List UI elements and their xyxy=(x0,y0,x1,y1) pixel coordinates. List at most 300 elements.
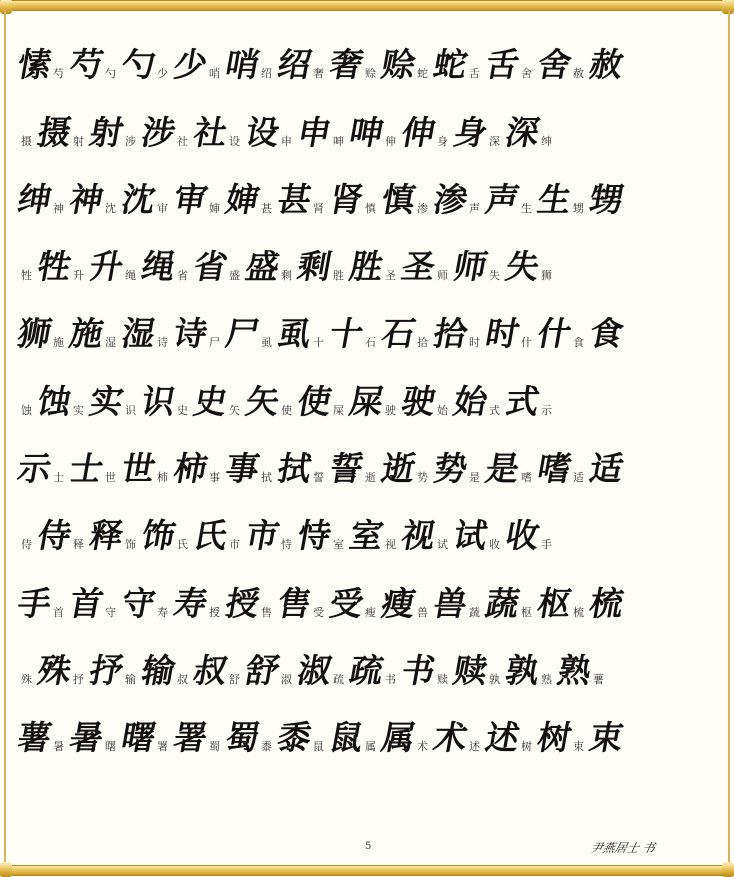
cursive-glyph: 枢 xyxy=(534,583,574,623)
character-cell xyxy=(222,45,278,85)
character-label: 始 xyxy=(437,403,448,417)
character-label: 狮 xyxy=(541,269,552,283)
character-label: 屎 xyxy=(333,403,344,417)
character-label: 书 xyxy=(385,672,396,686)
character-row xyxy=(14,562,716,629)
cursive-glyph: 申 xyxy=(294,112,334,152)
character-label: 射 xyxy=(73,134,84,148)
character-label: 释 xyxy=(73,538,84,552)
character-cell xyxy=(170,179,226,219)
character-label: 驶 xyxy=(385,403,396,417)
cursive-glyph: 蜀 xyxy=(222,718,262,758)
cursive-glyph: 殊 xyxy=(34,650,74,690)
cursive-glyph: 赦 xyxy=(586,45,626,85)
cursive-glyph: 十 xyxy=(326,314,366,354)
character-label: 视 xyxy=(385,538,396,552)
character-cell xyxy=(502,516,558,556)
character-cell xyxy=(346,381,402,421)
cursive-glyph: 士 xyxy=(66,449,106,489)
character-cell xyxy=(482,583,538,623)
cursive-glyph: 柿 xyxy=(170,449,210,489)
character-cell xyxy=(170,583,226,623)
character-cell xyxy=(294,247,350,287)
character-cell xyxy=(274,314,330,354)
character-label: 身 xyxy=(437,134,448,148)
cursive-glyph: 市 xyxy=(242,516,282,556)
character-label: 熟 xyxy=(541,672,552,686)
cursive-glyph: 虱 xyxy=(274,314,314,354)
page-border-left xyxy=(4,10,6,866)
cursive-glyph: 胜 xyxy=(346,247,386,287)
character-cell xyxy=(242,650,298,690)
cursive-glyph: 属 xyxy=(378,718,418,758)
cursive-glyph: 史 xyxy=(190,381,230,421)
cursive-glyph: 婶 xyxy=(222,179,262,219)
character-label: 舌 xyxy=(469,67,480,81)
character-label: 式 xyxy=(489,403,500,417)
cursive-glyph: 瘦 xyxy=(378,583,418,623)
character-cell xyxy=(398,381,454,421)
cursive-glyph: 施 xyxy=(66,314,106,354)
character-cell xyxy=(86,247,142,287)
character-label: 嗜 xyxy=(521,471,532,485)
character-label: 暑 xyxy=(53,740,64,754)
cursive-glyph: 署 xyxy=(170,718,210,758)
cursive-glyph: 蔬 xyxy=(482,583,522,623)
character-label: 哨 xyxy=(209,67,220,81)
cursive-glyph: 是 xyxy=(482,449,522,489)
cursive-glyph: 尸 xyxy=(222,314,262,354)
character-label: 神 xyxy=(53,201,64,215)
cursive-glyph: 生 xyxy=(534,179,574,219)
character-label: 牲 xyxy=(21,269,32,283)
character-cell xyxy=(586,583,626,623)
character-cell xyxy=(430,179,486,219)
character-label: 涉 xyxy=(125,134,136,148)
cursive-glyph: 沈 xyxy=(118,179,158,219)
cursive-glyph: 手 xyxy=(14,583,54,623)
character-label: 术 xyxy=(417,740,428,754)
cursive-glyph: 驶 xyxy=(398,381,438,421)
cursive-glyph: 淑 xyxy=(294,650,334,690)
character-cell xyxy=(86,381,142,421)
character-cell xyxy=(378,583,434,623)
cursive-glyph: 师 xyxy=(450,247,490,287)
character-label: 剩 xyxy=(281,269,292,283)
character-cell xyxy=(14,449,70,489)
cursive-glyph: 熟 xyxy=(554,650,594,690)
character-label: 时 xyxy=(469,336,480,350)
character-label: 社 xyxy=(177,134,188,148)
cursive-glyph: 授 xyxy=(222,583,262,623)
character-cell xyxy=(398,247,454,287)
cursive-glyph: 试 xyxy=(450,516,490,556)
character-cell xyxy=(326,179,382,219)
character-label: 生 xyxy=(521,201,532,215)
cursive-glyph: 黍 xyxy=(274,718,314,758)
scroll-bottom-rod xyxy=(0,865,734,876)
character-cell xyxy=(534,45,590,85)
character-label: 束 xyxy=(573,740,584,754)
character-label: 属 xyxy=(365,740,376,754)
cursive-glyph: 什 xyxy=(534,314,574,354)
character-label: 诗 xyxy=(157,336,168,350)
character-cell xyxy=(378,179,434,219)
cursive-glyph: 恃 xyxy=(294,516,334,556)
cursive-glyph: 输 xyxy=(138,650,178,690)
character-label: 赦 xyxy=(573,67,584,81)
character-cell xyxy=(118,449,174,489)
cursive-glyph: 世 xyxy=(118,449,158,489)
character-cell xyxy=(482,45,538,85)
cursive-glyph: 事 xyxy=(222,449,262,489)
cursive-glyph: 始 xyxy=(450,381,490,421)
cursive-glyph: 圣 xyxy=(398,247,438,287)
character-cell xyxy=(378,718,434,758)
character-cell xyxy=(326,718,382,758)
cursive-glyph: 束 xyxy=(586,718,626,758)
cursive-glyph: 矢 xyxy=(242,381,282,421)
character-cell xyxy=(138,112,194,152)
cursive-glyph: 氏 xyxy=(190,516,230,556)
character-label: 逝 xyxy=(365,471,376,485)
character-cell xyxy=(138,247,194,287)
character-cell xyxy=(378,314,434,354)
character-cell xyxy=(586,718,626,758)
character-cell xyxy=(66,449,122,489)
character-cell xyxy=(346,516,402,556)
character-label: 抒 xyxy=(73,672,84,686)
character-row xyxy=(14,697,716,764)
character-cell xyxy=(14,179,70,219)
character-cell xyxy=(294,112,350,152)
cursive-glyph: 室 xyxy=(346,516,386,556)
character-row xyxy=(18,226,716,293)
character-cell xyxy=(190,112,246,152)
character-cell xyxy=(170,449,226,489)
character-label: 孰 xyxy=(489,672,500,686)
cursive-glyph: 赎 xyxy=(450,650,490,690)
character-cell xyxy=(170,718,226,758)
character-label: 蛇 xyxy=(417,67,428,81)
character-label: 事 xyxy=(209,471,220,485)
character-cell xyxy=(430,314,486,354)
character-cell xyxy=(138,381,194,421)
character-cell xyxy=(34,381,90,421)
cursive-glyph: 愫 xyxy=(14,45,54,85)
character-cell xyxy=(86,516,142,556)
cursive-glyph: 石 xyxy=(378,314,418,354)
character-cell xyxy=(534,179,590,219)
character-label: 甥 xyxy=(573,201,584,215)
character-cell xyxy=(294,381,350,421)
character-cell xyxy=(190,650,246,690)
character-label: 少 xyxy=(157,67,168,81)
character-label: 示 xyxy=(541,403,552,417)
character-label: 售 xyxy=(261,605,272,619)
cursive-glyph: 使 xyxy=(294,381,334,421)
cursive-glyph: 抒 xyxy=(86,650,126,690)
character-label: 恃 xyxy=(281,538,292,552)
character-cell xyxy=(242,516,298,556)
cursive-glyph: 暑 xyxy=(66,718,106,758)
character-label: 鼠 xyxy=(313,740,324,754)
page-border-right xyxy=(728,10,730,866)
character-cell xyxy=(482,179,538,219)
character-cell xyxy=(118,179,174,219)
character-cell xyxy=(190,381,246,421)
cursive-glyph: 声 xyxy=(482,179,522,219)
character-label: 圣 xyxy=(385,269,396,283)
character-label: 失 xyxy=(489,269,500,283)
character-label: 胜 xyxy=(333,269,344,283)
cursive-glyph: 视 xyxy=(398,516,438,556)
character-label: 食 xyxy=(573,336,584,350)
cursive-glyph: 摄 xyxy=(34,112,74,152)
character-label: 市 xyxy=(229,538,240,552)
character-cell xyxy=(222,314,278,354)
character-row xyxy=(14,159,716,226)
cursive-glyph: 侍 xyxy=(34,516,74,556)
cursive-glyph: 奢 xyxy=(326,45,366,85)
character-cell xyxy=(502,112,558,152)
calligraphy-character-grid xyxy=(14,24,716,764)
character-label: 蔬 xyxy=(469,605,480,619)
character-cell xyxy=(34,650,90,690)
rod-end-knob xyxy=(0,0,12,14)
character-label: 势 xyxy=(417,471,428,485)
character-row xyxy=(18,495,716,562)
character-label: 手 xyxy=(541,538,552,552)
cursive-glyph: 识 xyxy=(138,381,178,421)
character-cell xyxy=(222,718,278,758)
character-cell xyxy=(534,718,590,758)
scroll-top-rod xyxy=(0,0,734,11)
cursive-glyph: 社 xyxy=(190,112,230,152)
cursive-glyph: 寿 xyxy=(170,583,210,623)
cursive-glyph: 逝 xyxy=(378,449,418,489)
cursive-glyph: 绳 xyxy=(138,247,178,287)
character-label: 柿 xyxy=(157,471,168,485)
character-cell xyxy=(450,381,506,421)
character-row xyxy=(18,630,716,697)
character-label: 署 xyxy=(157,740,168,754)
character-label: 疏 xyxy=(333,672,344,686)
character-label: 使 xyxy=(281,403,292,417)
cursive-glyph: 受 xyxy=(326,583,366,623)
character-label: 沈 xyxy=(105,201,116,215)
character-cell xyxy=(450,247,506,287)
cursive-glyph: 时 xyxy=(482,314,522,354)
cursive-glyph: 深 xyxy=(502,112,542,152)
cursive-glyph: 少 xyxy=(170,45,210,85)
character-cell xyxy=(14,583,70,623)
cursive-glyph: 树 xyxy=(534,718,574,758)
character-cell xyxy=(242,381,298,421)
cursive-glyph: 屎 xyxy=(346,381,386,421)
character-cell xyxy=(586,449,626,489)
cursive-glyph: 疏 xyxy=(346,650,386,690)
character-label: 赊 xyxy=(365,67,376,81)
character-label: 赎 xyxy=(437,672,448,686)
character-cell xyxy=(118,718,174,758)
cursive-glyph: 勺 xyxy=(118,45,158,85)
character-cell xyxy=(66,718,122,758)
cursive-glyph: 身 xyxy=(450,112,490,152)
character-cell xyxy=(398,112,454,152)
cursive-glyph: 赊 xyxy=(378,45,418,85)
cursive-glyph: 舌 xyxy=(482,45,522,85)
character-label: 树 xyxy=(521,740,532,754)
character-label: 盛 xyxy=(229,269,240,283)
cursive-glyph: 设 xyxy=(242,112,282,152)
character-label: 侍 xyxy=(21,538,32,552)
cursive-glyph: 拭 xyxy=(274,449,314,489)
character-label: 肾 xyxy=(313,201,324,215)
character-row xyxy=(18,91,716,158)
character-cell xyxy=(430,449,486,489)
character-label: 芍 xyxy=(53,67,64,81)
character-label: 黍 xyxy=(261,740,272,754)
cursive-glyph: 述 xyxy=(482,718,522,758)
character-cell xyxy=(430,45,486,85)
character-cell xyxy=(430,718,486,758)
character-label: 寿 xyxy=(157,605,168,619)
character-cell xyxy=(430,583,486,623)
character-cell xyxy=(274,449,330,489)
character-cell xyxy=(34,247,90,287)
character-label: 氏 xyxy=(177,538,188,552)
page-number: 5 xyxy=(365,841,372,852)
character-cell xyxy=(450,516,506,556)
cursive-glyph: 售 xyxy=(274,583,314,623)
character-cell xyxy=(502,247,558,287)
character-label: 矢 xyxy=(229,403,240,417)
character-cell xyxy=(326,449,382,489)
cursive-glyph: 薯 xyxy=(14,718,54,758)
cursive-glyph: 甚 xyxy=(274,179,314,219)
character-cell xyxy=(482,314,538,354)
cursive-glyph: 兽 xyxy=(430,583,470,623)
character-cell xyxy=(346,650,402,690)
character-label: 舍 xyxy=(521,67,532,81)
character-label: 湿 xyxy=(105,336,116,350)
character-label: 勺 xyxy=(105,67,116,81)
character-cell xyxy=(482,449,538,489)
cursive-glyph: 舒 xyxy=(242,650,282,690)
character-label: 首 xyxy=(53,605,64,619)
cursive-glyph: 绍 xyxy=(274,45,314,85)
character-cell xyxy=(326,314,382,354)
character-cell xyxy=(502,381,558,421)
character-label: 淑 xyxy=(281,672,292,686)
character-cell xyxy=(274,718,330,758)
character-label: 拾 xyxy=(417,336,428,350)
cursive-glyph: 梳 xyxy=(586,583,626,623)
character-cell xyxy=(66,45,122,85)
cursive-glyph: 渗 xyxy=(430,179,470,219)
cursive-glyph: 守 xyxy=(118,583,158,623)
character-label: 梳 xyxy=(573,605,584,619)
character-cell xyxy=(34,112,90,152)
character-row xyxy=(18,360,716,427)
character-cell xyxy=(534,314,590,354)
cursive-glyph: 舍 xyxy=(534,45,574,85)
character-label: 蚀 xyxy=(21,403,32,417)
character-cell xyxy=(242,247,298,287)
character-label: 曙 xyxy=(105,740,116,754)
character-cell xyxy=(326,583,382,623)
character-label: 授 xyxy=(209,605,220,619)
cursive-glyph: 绅 xyxy=(14,179,54,219)
character-label: 绅 xyxy=(541,134,552,148)
character-label: 世 xyxy=(105,471,116,485)
character-label: 士 xyxy=(53,471,64,485)
character-cell xyxy=(378,449,434,489)
cursive-glyph: 嗜 xyxy=(534,449,574,489)
rod-end-knob xyxy=(722,862,734,877)
character-cell xyxy=(450,650,506,690)
character-label: 升 xyxy=(73,269,84,283)
character-cell xyxy=(554,650,610,690)
character-label: 省 xyxy=(177,269,188,283)
character-cell xyxy=(222,583,278,623)
character-label: 薯 xyxy=(593,672,604,686)
character-cell xyxy=(66,583,122,623)
character-label: 呻 xyxy=(333,134,344,148)
character-cell xyxy=(274,45,330,85)
character-label: 蜀 xyxy=(209,740,220,754)
cursive-glyph: 呻 xyxy=(346,112,386,152)
cursive-glyph: 曙 xyxy=(118,718,158,758)
character-cell xyxy=(118,314,174,354)
character-cell xyxy=(378,45,434,85)
cursive-glyph: 术 xyxy=(430,718,470,758)
cursive-glyph: 饰 xyxy=(138,516,178,556)
character-label: 输 xyxy=(125,672,136,686)
character-label: 石 xyxy=(365,336,376,350)
character-label: 誓 xyxy=(313,471,324,485)
character-label: 叔 xyxy=(177,672,188,686)
character-cell xyxy=(242,112,298,152)
character-cell xyxy=(586,314,626,354)
character-label: 审 xyxy=(157,201,168,215)
cursive-glyph: 涉 xyxy=(138,112,178,152)
character-label: 舒 xyxy=(229,672,240,686)
character-label: 设 xyxy=(229,134,240,148)
character-cell xyxy=(398,516,454,556)
character-label: 绍 xyxy=(261,67,272,81)
character-cell xyxy=(118,45,174,85)
character-cell xyxy=(14,314,70,354)
character-label: 殊 xyxy=(21,672,32,686)
cursive-glyph: 蛇 xyxy=(430,45,470,85)
character-label: 守 xyxy=(105,605,116,619)
character-cell xyxy=(138,650,194,690)
character-cell xyxy=(170,314,226,354)
character-cell xyxy=(586,179,626,219)
character-label: 奢 xyxy=(313,67,324,81)
character-label: 识 xyxy=(125,403,136,417)
character-label: 甚 xyxy=(261,201,272,215)
character-cell xyxy=(86,650,142,690)
character-label: 施 xyxy=(53,336,64,350)
character-row xyxy=(14,428,716,495)
character-label: 枢 xyxy=(521,605,532,619)
character-label: 深 xyxy=(489,134,500,148)
character-label: 慎 xyxy=(365,201,376,215)
cursive-glyph: 食 xyxy=(586,314,626,354)
